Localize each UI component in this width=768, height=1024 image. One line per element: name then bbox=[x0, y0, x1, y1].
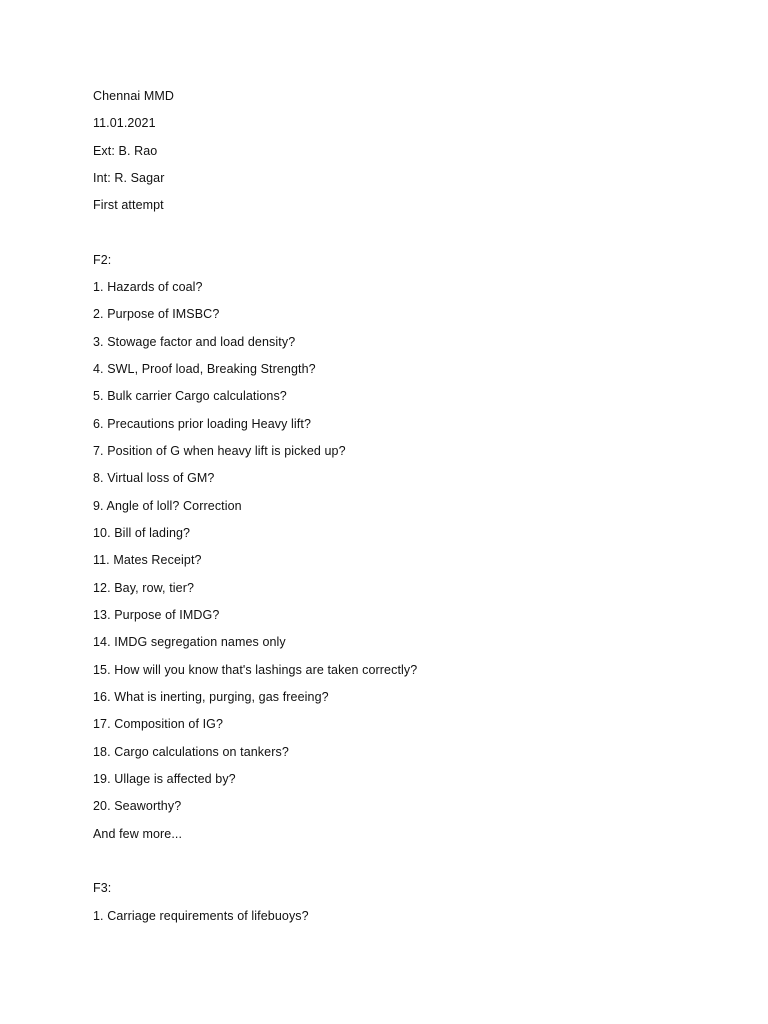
section-footer-note: And few more... bbox=[93, 827, 183, 841]
question-item: 1. Hazards of coal? bbox=[93, 280, 203, 294]
question-item: 18. Cargo calculations on tankers? bbox=[93, 745, 289, 759]
question-item: 7. Position of G when heavy lift is picked up? bbox=[93, 444, 346, 458]
question-item: 20. Seaworthy? bbox=[93, 799, 182, 813]
question-item: 9. Angle of loll? Correction bbox=[93, 499, 242, 513]
section-heading-f3: F3: bbox=[93, 881, 112, 895]
question-item: 3. Stowage factor and load density? bbox=[93, 335, 296, 349]
question-item: 6. Precautions prior loading Heavy lift? bbox=[93, 417, 312, 431]
attempt-note: First attempt bbox=[93, 198, 164, 212]
section-heading-f2: F2: bbox=[93, 253, 112, 267]
question-item: 12. Bay, row, tier? bbox=[93, 581, 195, 595]
question-item: 16. What is inerting, purging, gas freeing? bbox=[93, 690, 329, 704]
exam-location: Chennai MMD bbox=[93, 89, 174, 103]
question-item: 15. How will you know that's lashings are taken correctly? bbox=[93, 663, 418, 677]
question-item: 14. IMDG segregation names only bbox=[93, 635, 286, 649]
external-examiner: Ext: B. Rao bbox=[93, 144, 158, 158]
question-item: 8. Virtual loss of GM? bbox=[93, 471, 215, 485]
question-item: 4. SWL, Proof load, Breaking Strength? bbox=[93, 362, 316, 376]
question-item: 10. Bill of lading? bbox=[93, 526, 191, 540]
question-item: 11. Mates Receipt? bbox=[93, 553, 202, 567]
question-item: 2. Purpose of IMSBC? bbox=[93, 307, 220, 321]
internal-examiner: Int: R. Sagar bbox=[93, 171, 165, 185]
question-item: 19. Ullage is affected by? bbox=[93, 772, 236, 786]
question-item: 5. Bulk carrier Cargo calculations? bbox=[93, 389, 287, 403]
question-item: 13. Purpose of IMDG? bbox=[93, 608, 220, 622]
question-item: 1. Carriage requirements of lifebuoys? bbox=[93, 909, 309, 923]
exam-date: 11.01.2021 bbox=[93, 116, 156, 130]
question-item: 17. Composition of IG? bbox=[93, 717, 224, 731]
